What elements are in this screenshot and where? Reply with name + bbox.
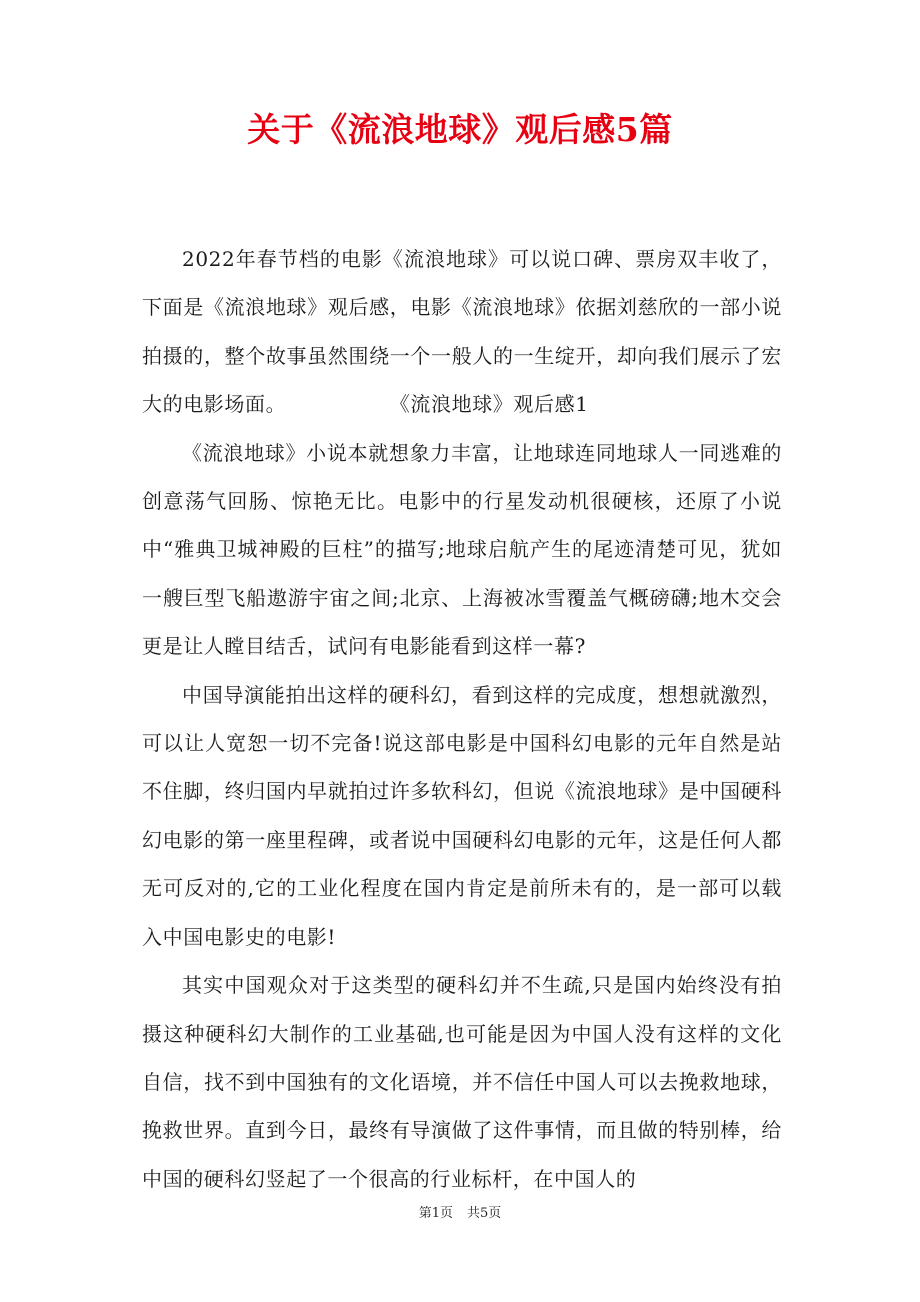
paragraph-2: 中国导演能拍出这样的硬科幻，看到这样的完成度，想想就激烈，可以让人宽恕一切不完备!说这部电影是中国科幻电影的元年自然是站不住脚，终归国内早就拍过许多软科幻，但说《流浪地球》是中国硬科幻电影的第一座里程碑，或者说中国硬科幻电影的元年，这是任何人都无可反对的,它的工业化程度在国内肯定是前所未有的，是一部可以载入中国电影史的电影! bbox=[142, 682, 782, 949]
paragraph-intro: 2022年春节档的电影《流浪地球》可以说口碑、票房双丰收了，下面是《流浪地球》观后感，电影《流浪地球》依据刘慈欣的一部小说拍摄的，整个故事虽然围绕一个一般人的一生绽开，却向我们展示了宏大的电影场面。 《流浪地球》观后感1 bbox=[142, 247, 782, 417]
document-body bbox=[142, 235, 782, 1203]
paragraph-3: 其实中国观众对于这类型的硬科幻并不生疏,只是国内始终没有拍摄这种硬科幻大制作的工业基础,也可能是因为中国人没有这样的文化自信，找不到中国独有的文化语境，并不信任中国人可以去挽救地球，挽救世界。直到今日，最终有导演做了这件事情，而且做的特别棒，给中国的硬科幻竖起了一个很高的行业标杆，在中国人的 bbox=[142, 973, 782, 1191]
page-number: 第1页 bbox=[418, 1206, 453, 1221]
page-footer bbox=[0, 1204, 920, 1224]
page-total: 共5页 bbox=[467, 1206, 502, 1221]
paragraph-1: 《流浪地球》小说本就想象力丰富，让地球连同地球人一同逃难的创意荡气回肠、惊艳无比。电影中的行星发动机很硬核，还原了小说中“雅典卫城神殿的巨柱”的描写;地球启航产生的尾迹清楚可见，犹如一艘巨型飞船遨游宇宙之间;北京、上海被冰雪覆盖气概磅礴;地木交会更是让人瞠目结舌，试问有电影能看到这样一幕? bbox=[142, 440, 782, 659]
document-title: 关于《流浪地球》观后感5篇 bbox=[247, 110, 673, 149]
